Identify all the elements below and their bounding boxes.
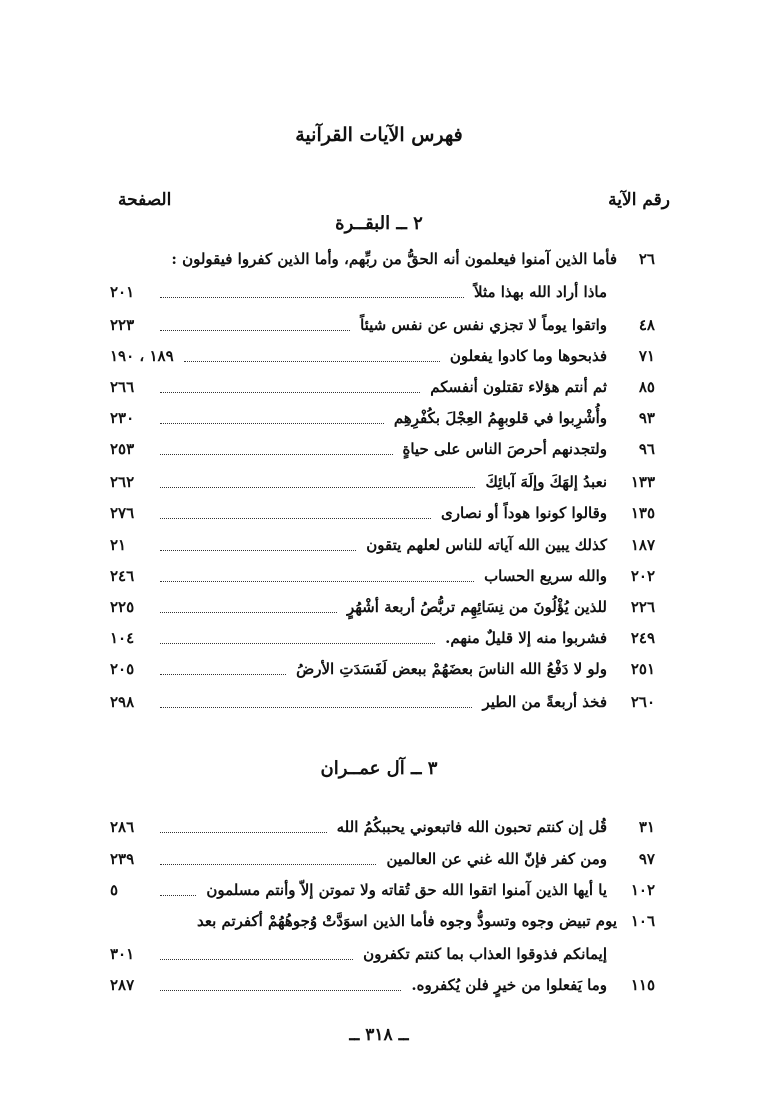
- verse-text: فخذ أربعةً من الطير: [482, 693, 607, 711]
- page-number: ٢١: [110, 536, 127, 554]
- ayah-number: ١٨٧: [630, 536, 655, 554]
- verse-text: ماذا أراد الله بهذا مثلاً: [474, 283, 607, 301]
- verse-text: فذبحوها وما كادوا يفعلون: [449, 347, 607, 365]
- index-row: [110, 283, 655, 309]
- index-row: [110, 347, 655, 373]
- index-row: [110, 818, 655, 844]
- page-header: الصفحة: [118, 190, 172, 210]
- index-row: [110, 629, 655, 655]
- ayah-number: ١٠٦: [630, 912, 655, 930]
- dot-leader: [160, 989, 401, 991]
- verse-text: وقالوا كونوا هوداً أو نصارى: [441, 504, 607, 522]
- verse-text: يا أيها الذين آمنوا اتقوا الله حق تُقاته ولا تموتن إلاّ وأنتم مسلمون: [206, 881, 607, 899]
- surah-title-al-imran: ٣ ــ آل عمــران: [320, 758, 438, 779]
- ayah-number: ١٣٣: [630, 473, 655, 491]
- page-number: ٢٨٦: [110, 818, 135, 836]
- verse-text: يوم تبيض وجوه وتسودُّ وجوه فأما الذين اسوَدَّتْ وُجوهُهُمْ أكفرتم بعد: [196, 912, 617, 930]
- dot-leader: [160, 453, 393, 455]
- verse-text: ولو لا دَفْعُ الله الناسَ بعضَهُمْ ببعض لَفَسَدَتِ الأرضُ: [296, 660, 607, 678]
- verse-text: وما يَفعلوا من خيرٍ فلن يُكفروه.: [411, 976, 607, 994]
- page-number: ١٨٩ ، ١٩٠: [110, 347, 174, 365]
- dot-leader: [160, 580, 474, 582]
- page-number: ١٠٤: [110, 629, 135, 647]
- page-number: ٢٤٦: [110, 567, 135, 585]
- index-row: [110, 976, 655, 1002]
- page-number: ٢٩٨: [110, 693, 135, 711]
- index-row: [110, 536, 655, 562]
- ayah-number: ٨٥: [638, 378, 655, 396]
- page-number-footer: ــ ٣١٨ ــ: [349, 1025, 409, 1045]
- index-row: [110, 473, 655, 499]
- dot-leader: [160, 863, 376, 865]
- ayah-number: ٢٢٦: [630, 598, 655, 616]
- index-row: [110, 409, 655, 435]
- page-number: ٣٠١: [110, 945, 135, 963]
- index-row: [110, 912, 655, 938]
- verse-text: ولتجدنهم أحرصَ الناس على حياةٍ: [402, 440, 607, 458]
- dot-leader: [160, 422, 384, 424]
- page-number: ٢٠٥: [110, 660, 135, 678]
- ayah-number: ٧١: [638, 347, 655, 365]
- ayah-number: ٢٥١: [630, 660, 655, 678]
- verse-text: واتقوا يوماً لا تجزي نفس عن نفس شيئاً: [360, 316, 607, 334]
- page-number: ٢٣٩: [110, 850, 135, 868]
- verse-text: قُل إن كنتم تحبون الله فاتبعوني يحببكُمُ الله: [336, 818, 607, 836]
- index-row: [110, 881, 655, 907]
- index-row: [110, 660, 655, 686]
- ayah-number: ٢٠٢: [630, 567, 655, 585]
- index-row: [110, 693, 655, 719]
- page-number: ٢٢٥: [110, 598, 135, 616]
- verse-text: نعبدُ إلهَكَ وإلَهَ آبائِكَ: [485, 473, 607, 491]
- page-title: فهرس الآيات القرآنية: [295, 124, 463, 146]
- index-row: [110, 378, 655, 404]
- ayah-number: ٢٦٠: [630, 693, 655, 711]
- verse-text: فأما الذين آمنوا فيعلمون أنه الحقُّ من ربِّهم، وأما الذين كفروا فيقولون :: [171, 250, 617, 268]
- verse-text: للذين يُؤْلُونَ من نِسَائِهِم تربُّصُ أربعة أشْهُرٍ: [346, 598, 607, 616]
- ayah-number: ٩٧: [638, 850, 655, 868]
- dot-leader: [160, 831, 327, 833]
- page-number: ٢٦٦: [110, 378, 135, 396]
- dot-leader: [160, 329, 350, 331]
- ayah-number: ٩٦: [638, 440, 655, 458]
- verse-text: ومن كفر فإنّ الله غني عن العالمين: [386, 850, 607, 868]
- ayah-number: ١٣٥: [630, 504, 655, 522]
- ayah-number: ٣١: [638, 818, 655, 836]
- page-number: ٢٥٣: [110, 440, 135, 458]
- ayah-number: ٤٨: [638, 316, 655, 334]
- ayah-number: ٢٤٩: [630, 629, 655, 647]
- dot-leader: [160, 611, 337, 613]
- index-row: [110, 567, 655, 593]
- verse-text: فشربوا منه إلا قليلٌ منهم.: [445, 629, 607, 647]
- ayah-number: ١٠٢: [630, 881, 655, 899]
- dot-leader: [160, 642, 435, 644]
- index-row: [110, 598, 655, 624]
- verse-text: كذلك يبين الله آياته للناس لعلهم يتقون: [366, 536, 607, 554]
- dot-leader: [184, 360, 440, 362]
- dot-leader: [160, 296, 464, 298]
- ayah-number: ١١٥: [630, 976, 655, 994]
- ayah-number: ٩٣: [638, 409, 655, 427]
- dot-leader: [160, 517, 431, 519]
- index-row: [110, 440, 655, 466]
- dot-leader: [160, 894, 196, 896]
- surah-title-baqarah: ٢ ــ البقــرة: [335, 213, 423, 234]
- dot-leader: [160, 391, 420, 393]
- ayah-number-header: رقم الآية: [608, 190, 670, 210]
- dot-leader: [160, 486, 475, 488]
- dot-leader: [160, 549, 356, 551]
- ayah-number: ٢٦: [638, 250, 655, 268]
- verse-text: ثم أنتم هؤلاء تقتلون أنفسكم: [430, 378, 607, 396]
- verse-text: والله سريع الحساب: [484, 567, 607, 585]
- page-number: ٢٠١: [110, 283, 135, 301]
- verse-text: وأُشْرِبوا في قلوبهِمُ العِجْلَ بكُفْرِهِم: [393, 409, 607, 427]
- index-row: [110, 250, 655, 276]
- page-number: ٢٧٦: [110, 504, 135, 522]
- index-row: [110, 316, 655, 342]
- dot-leader: [160, 706, 472, 708]
- page-number: ٢٢٣: [110, 316, 135, 334]
- index-row: [110, 850, 655, 876]
- page-number: ٢٦٢: [110, 473, 135, 491]
- dot-leader: [160, 673, 286, 675]
- index-row: [110, 504, 655, 530]
- dot-leader: [160, 958, 353, 960]
- verse-text: إيمانكم فذوقوا العذاب بما كنتم تكفرون: [363, 945, 607, 963]
- page-number: ٥: [110, 881, 119, 899]
- page-number: ٢٣٠: [110, 409, 135, 427]
- index-row: [110, 945, 655, 971]
- page-number: ٢٨٧: [110, 976, 135, 994]
